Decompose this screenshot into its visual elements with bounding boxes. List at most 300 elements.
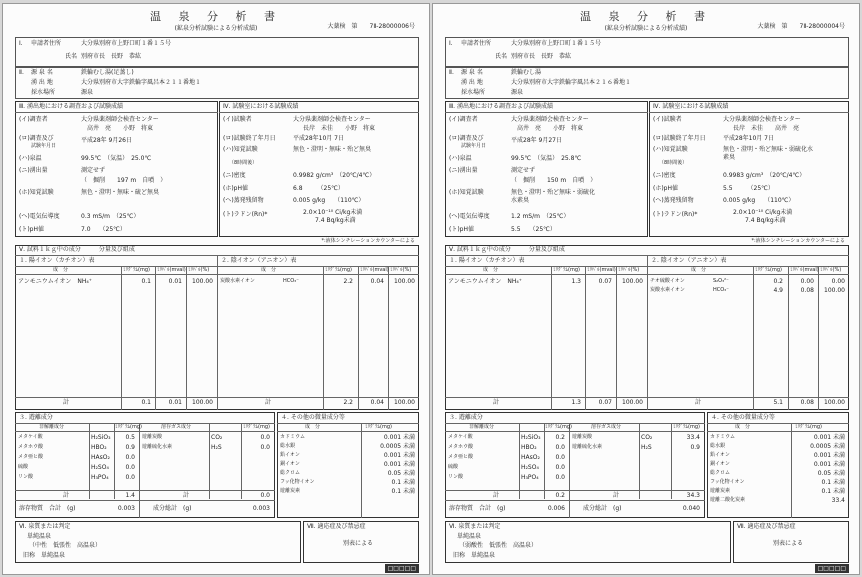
trace-component-mg: 0.05 未満 bbox=[817, 470, 845, 477]
flow-label: (ニ)湧出量 bbox=[19, 167, 48, 174]
header-mval: ﾐﾘﾊﾞﾙ(mval) bbox=[360, 267, 389, 273]
rule-line bbox=[639, 423, 640, 499]
gas-component-name: 遊離硫化水素 bbox=[572, 444, 603, 450]
trace-component-mg: 0.1 未満 bbox=[821, 488, 845, 495]
rule-line bbox=[753, 266, 754, 410]
section-heading: Ⅳ. 試験室における試験成績 bbox=[653, 103, 729, 110]
ph-lab-label: (ホ)pH値 bbox=[223, 185, 249, 192]
dissolved-total-value: 0.006 bbox=[547, 505, 565, 512]
lab-sensory-time: （8時間後） bbox=[229, 160, 258, 166]
rule-line bbox=[219, 112, 419, 113]
survey-date-label: (ロ)調査及び bbox=[19, 135, 54, 142]
rule-line bbox=[155, 266, 156, 410]
source-location-label: 湧 出 地 bbox=[461, 79, 483, 86]
source-name: 鉄輪むし湯(足蒸し) bbox=[81, 69, 134, 76]
indications-note: 別表による bbox=[773, 540, 804, 547]
source-section bbox=[445, 67, 849, 99]
rule-line bbox=[323, 266, 324, 410]
header-mg: ﾐﾘｸﾞﾗﾑ(mg) bbox=[123, 267, 150, 273]
free-component-mg: 0.0 bbox=[555, 474, 565, 481]
rule-line bbox=[647, 255, 648, 410]
anion-percent: 100.00 bbox=[824, 287, 845, 294]
free-component-formula: H₂SO₄ bbox=[521, 464, 539, 471]
trace-component-name: 鉛イオン bbox=[710, 452, 730, 458]
rule-line bbox=[616, 266, 617, 410]
rule-line bbox=[707, 431, 849, 432]
trace-component-mg: 0.1 未満 bbox=[391, 479, 415, 486]
rule-line bbox=[445, 490, 705, 491]
rule-line bbox=[186, 266, 187, 410]
grand-total-label: 成分総計 (g) bbox=[583, 505, 622, 512]
trace-component-name: 銅イオン bbox=[280, 461, 300, 467]
rule-line bbox=[569, 423, 570, 518]
survey-date: 平成28年 9月27日 bbox=[511, 137, 562, 144]
free-component-name: メタケイ酸 bbox=[448, 434, 473, 440]
section-heading: Ⅶ. 適応症及び禁忌症 bbox=[307, 523, 366, 530]
former-name: 旧称 単純温泉 bbox=[23, 552, 66, 559]
tester-names: 長岸 未佳 高井 亮 bbox=[733, 125, 800, 132]
header-mg: ﾐﾘｸﾞﾗﾑ(mg) bbox=[325, 267, 352, 273]
conductivity: 0.3 mS/m （25℃） bbox=[81, 213, 140, 220]
cation-name: アンモニウムイオン NH₄⁺ bbox=[448, 278, 522, 285]
free-component-formula: H₂SiO₃ bbox=[521, 434, 541, 441]
rule-line bbox=[544, 423, 545, 499]
sampling-place: 源泉 bbox=[81, 89, 94, 96]
test-end-date-label: (ロ)試験終了年月日 bbox=[653, 135, 706, 142]
free-component-mg: 0.0 bbox=[125, 474, 135, 481]
report-subtitle: (鉱泉分析試験による分析成績) bbox=[604, 25, 688, 32]
anion-name: 炭酸水素イオン bbox=[650, 287, 685, 293]
residue-label: (ヘ)蒸発残留物 bbox=[223, 197, 264, 204]
surveyor-org: 大分県薬剤師会検査センター bbox=[81, 116, 159, 123]
drilling-depth: （ 掘削 150 m 自噴 ） bbox=[511, 177, 597, 184]
free-component-name: 硫酸 bbox=[18, 464, 29, 470]
section-heading: Ⅴ. 試料１ｋｇ中の成分 分量及び組成 bbox=[449, 246, 565, 253]
trace-component-mg: 0.001 未満 bbox=[383, 452, 415, 459]
radon-ci: 2.0×10⁻¹⁰ Ci/kg未満 bbox=[303, 209, 363, 216]
density: 0.9983 g/cm³ （20℃/4℃） bbox=[723, 172, 806, 179]
section-heading: ４. その他の微量成分等 bbox=[281, 414, 345, 421]
source-name-label: 源 泉 名 bbox=[461, 69, 483, 76]
temperature-label: (ハ)泉温 bbox=[19, 155, 42, 162]
sampling-place-label: 採水場所 bbox=[31, 89, 56, 96]
report-left bbox=[2, 3, 430, 575]
sensory-result: 無色・澄明・無味・硫ど無臭 bbox=[81, 189, 160, 196]
header-component: 成 分 bbox=[261, 267, 277, 273]
cation-percent: 100.00 bbox=[192, 278, 213, 285]
report-title: 温 泉 分 析 書 bbox=[150, 10, 282, 23]
free-component-formula: H₂SO₄ bbox=[91, 464, 109, 471]
ph-field: 7.0 （25℃） bbox=[81, 226, 126, 233]
dissolved-total-label: 溶存物質 合計 (g) bbox=[19, 505, 76, 512]
sensory-label: (ホ)知覚試験 bbox=[19, 189, 54, 196]
flow-value: 測定せず bbox=[81, 167, 106, 174]
trace-component-mg: 0.1 未満 bbox=[391, 488, 415, 495]
cation-total-mval: 0.07 bbox=[598, 399, 612, 406]
free-component-formula: HAsO₂ bbox=[521, 454, 540, 461]
free-component-name: メタ亜ヒ酸 bbox=[448, 454, 474, 460]
ph-field: 5.5 （25℃） bbox=[511, 226, 556, 233]
source-name-label: 源 泉 名 bbox=[31, 69, 53, 76]
ph-field-label: (ト)pH値 bbox=[19, 226, 45, 233]
trace-component-mg: 0.0005 未満 bbox=[810, 443, 845, 450]
source-location-label: 湧 出 地 bbox=[31, 79, 53, 86]
rule-line bbox=[217, 255, 218, 410]
stamp-mark: □□□□□ bbox=[385, 564, 419, 573]
anion-mg: 4.9 bbox=[773, 287, 783, 294]
free-component-formula: HBO₂ bbox=[91, 444, 107, 451]
rule-line bbox=[788, 266, 789, 410]
anion-total-mval: 0.08 bbox=[800, 399, 814, 406]
radon-bq: 7.4 Bq/kg未満 bbox=[315, 217, 356, 224]
gas-component-name: 遊離炭酸 bbox=[142, 434, 163, 440]
temperature: 99.5℃ （気温） 25.8℃ bbox=[511, 155, 582, 162]
header-mval-percent: ﾐﾘﾊﾞﾙ(%) bbox=[390, 267, 412, 273]
source-section bbox=[15, 67, 419, 99]
anion-total-percent: 100.00 bbox=[394, 399, 415, 406]
header-mg: ﾐﾘｸﾞﾗﾑ(mg) bbox=[795, 424, 822, 430]
surveyor-names: 高井 亮 小野 将東 bbox=[87, 125, 154, 132]
measurement-note: *:液体シンチレーションカウンターによる bbox=[321, 238, 415, 244]
gas-total-value: 0.0 bbox=[260, 492, 270, 499]
lab-sensory-label: (ハ)知覚試験 bbox=[223, 146, 258, 153]
grand-total-value: 0.040 bbox=[682, 505, 700, 512]
trace-component-name: 銅イオン bbox=[710, 461, 730, 467]
tester-org: 大分県薬剤師会検査センター bbox=[723, 116, 801, 123]
applicant-address-label: 申請者住所 bbox=[461, 40, 492, 47]
anion-total-label: 計 bbox=[265, 399, 272, 406]
free-component-name: 硫酸 bbox=[448, 464, 459, 470]
header-dissolved-gas: 溶存ガス成分 bbox=[161, 424, 192, 430]
anion-percent: 100.00 bbox=[394, 278, 415, 285]
applicant-address-label: 申請者住所 bbox=[31, 40, 62, 47]
anion-total-percent: 100.00 bbox=[824, 399, 845, 406]
source-location: 大分県別府市大字鉄輪字風呂本２１１番地１ bbox=[81, 79, 202, 86]
trace-component-name: 総クロム bbox=[710, 470, 731, 476]
tester-names: 長岸 未佳 小野 将東 bbox=[303, 125, 376, 132]
grand-total-label: 成分総計 (g) bbox=[153, 505, 192, 512]
surveyor-org: 大分県薬剤師会検査センター bbox=[511, 116, 589, 123]
cation-total-mval: 0.01 bbox=[168, 399, 182, 406]
document-number: 大薬検 第 7Ⅱ-28000004号 bbox=[757, 23, 845, 30]
free-component-mg: 0.0 bbox=[125, 464, 135, 471]
rule-line bbox=[277, 423, 419, 424]
stamp-mark: □□□□□ bbox=[815, 564, 849, 573]
gas-component-formula: CO₂ bbox=[211, 434, 223, 441]
header-mg: ﾐﾘｸﾞﾗﾑ(mg) bbox=[755, 267, 782, 273]
cation-table-title: １. 陽イオン（カチオン）表 bbox=[19, 257, 95, 264]
trace-component-mg: 0.1 未満 bbox=[821, 479, 845, 486]
header-mval-percent: ﾐﾘﾊﾞﾙ(%) bbox=[618, 267, 640, 273]
anion-mval: 0.00 bbox=[800, 278, 814, 285]
trace-component-mg: 33.4 bbox=[831, 497, 845, 504]
ph-lab: 6.8 （25℃） bbox=[293, 185, 344, 192]
test-end-date-label: (ロ)試験終了年月日 bbox=[223, 135, 276, 142]
cation-total-percent: 100.00 bbox=[622, 399, 643, 406]
free-component-mg: 0.9 bbox=[125, 444, 135, 451]
applicant-name-label: 氏名 bbox=[495, 53, 508, 60]
anion-name: チオ硫酸イオン bbox=[650, 278, 685, 284]
gas-component-mg: 0.0 bbox=[260, 434, 270, 441]
ph-lab: 5.5 （25℃） bbox=[723, 185, 774, 192]
applicant-name-label: 氏名 bbox=[65, 53, 78, 60]
cation-total-mg: 0.1 bbox=[141, 399, 151, 406]
source-location: 大分県別府市大字鉄輪字風呂本２１６番地１ bbox=[511, 79, 632, 86]
gas-component-formula: H₂S bbox=[211, 444, 222, 451]
tester-label: (イ)試験者 bbox=[223, 116, 252, 123]
cation-total-mg: 1.3 bbox=[571, 399, 581, 406]
free-component-mg: 0.0 bbox=[555, 444, 565, 451]
rule-line bbox=[277, 431, 419, 432]
free-component-formula: HAsO₂ bbox=[91, 454, 110, 461]
rule-line bbox=[445, 112, 648, 113]
radon-label: (ト)ラドン(Rn)* bbox=[653, 211, 698, 218]
conductivity-label: (ヘ)電気伝導度 bbox=[449, 213, 490, 220]
rule-line bbox=[358, 266, 359, 410]
evaporation-residue: 0.005 g/kg （110℃） bbox=[723, 197, 795, 204]
header-component: 成 分 bbox=[691, 267, 707, 273]
radon-label: (ト)ラドン(Rn)* bbox=[223, 211, 268, 218]
trace-component-name: フッ化物イオン bbox=[280, 479, 315, 485]
gas-component-mg: 0.9 bbox=[690, 444, 700, 451]
anion-table-title: ２. 陰イオン（アニオン）表 bbox=[651, 257, 727, 264]
anion-formula: HCO₃⁻ bbox=[283, 278, 299, 284]
section-number: Ⅱ. bbox=[19, 69, 24, 76]
trace-component-name: カドミウム bbox=[280, 434, 305, 440]
free-component-name: メタケイ酸 bbox=[18, 434, 43, 440]
rule-line bbox=[241, 423, 242, 499]
surveyor-label: (イ)調査者 bbox=[19, 116, 48, 123]
gas-total-label: 計 bbox=[183, 492, 190, 499]
sampling-place-label: 採水場所 bbox=[461, 89, 486, 96]
header-dissolved-gas: 溶存ガス成分 bbox=[591, 424, 622, 430]
spring-classification: （弱酸性 低張性 高温泉） bbox=[459, 542, 538, 549]
anion-mg: 0.2 bbox=[773, 278, 783, 285]
trace-component-name: 遊離二酸化炭素 bbox=[710, 497, 746, 503]
gas-component-mg: 33.4 bbox=[686, 434, 700, 441]
rule-line bbox=[121, 266, 122, 410]
gas-component-formula: H₂S bbox=[641, 444, 652, 451]
indications-note: 別表による bbox=[343, 540, 374, 547]
spring-classification: （中性 低張性 高温泉） bbox=[29, 542, 102, 549]
evaporation-residue: 0.005 g/kg （110℃） bbox=[293, 197, 365, 204]
anion-mg: 2.2 bbox=[343, 278, 353, 285]
trace-component-name: フッ化物イオン bbox=[710, 479, 745, 485]
trace-component-mg: 0.0005 未満 bbox=[380, 443, 415, 450]
sensory-result-2: 水素臭 bbox=[511, 197, 530, 204]
rule-line bbox=[445, 431, 705, 432]
rule-line bbox=[551, 266, 552, 410]
free-component-name: リン酸 bbox=[448, 474, 464, 480]
gas-total-label: 計 bbox=[613, 492, 620, 499]
section-heading: ３. 遊離成分 bbox=[19, 414, 53, 421]
applicant-section bbox=[445, 37, 849, 67]
trace-component-mg: 0.001 未満 bbox=[383, 461, 415, 468]
section-heading: Ⅲ. 湧出地における調査および試験成績 bbox=[19, 103, 123, 110]
free-component-formula: H₃PO₄ bbox=[521, 474, 539, 481]
test-end-date: 平成28年10月 7日 bbox=[723, 135, 774, 142]
trace-component-name: 総クロム bbox=[280, 470, 301, 476]
section-heading: ４. その他の微量成分等 bbox=[711, 414, 775, 421]
trace-component-mg: 0.001 未満 bbox=[383, 434, 415, 441]
anion-mval: 0.04 bbox=[370, 278, 384, 285]
rule-line bbox=[519, 423, 520, 499]
rule-line bbox=[791, 423, 792, 518]
header-mg: ﾐﾘｸﾞﾗﾑ(mg) bbox=[365, 424, 392, 430]
trace-component-mg: 0.001 未満 bbox=[813, 452, 845, 459]
applicant-name: 別府市長 長野 恭紘 bbox=[81, 53, 142, 60]
trace-component-name: 鉛イオン bbox=[280, 452, 300, 458]
dissolved-total-value: 0.003 bbox=[117, 505, 135, 512]
cation-mg: 1.3 bbox=[571, 278, 581, 285]
flow-value: 測定せず bbox=[511, 167, 536, 174]
header-mval-percent: ﾐﾘﾊﾞﾙ(%) bbox=[188, 267, 210, 273]
density-label: (ニ)密度 bbox=[653, 172, 676, 179]
tester-org: 大分県薬剤師会検査センター bbox=[293, 116, 371, 123]
lab-sensory-time: （8時間後） bbox=[659, 160, 688, 166]
header-non-dissociated: 非解離成分 bbox=[39, 424, 65, 430]
header-mval: ﾐﾘﾊﾞﾙ(mval) bbox=[157, 267, 186, 273]
cation-total-label: 計 bbox=[493, 399, 500, 406]
rule-line bbox=[15, 490, 275, 491]
trace-component-name: カドミウム bbox=[710, 434, 735, 440]
trace-component-mg: 0.001 未満 bbox=[813, 461, 845, 468]
free-component-mg: 0.2 bbox=[555, 434, 565, 441]
anion-formula: HCO₃⁻ bbox=[713, 287, 729, 293]
header-mg: ﾐﾘｸﾞﾗﾑ(mg) bbox=[243, 424, 270, 430]
cation-mval: 0.07 bbox=[598, 278, 612, 285]
anion-formula: S₂O₃²⁻ bbox=[713, 278, 729, 284]
free-component-formula: H₂SiO₃ bbox=[91, 434, 111, 441]
rule-line bbox=[388, 266, 389, 410]
spring-quality: 単純温泉 bbox=[27, 533, 52, 540]
cation-total-label: 計 bbox=[63, 399, 70, 406]
rule-line bbox=[649, 112, 849, 113]
residue-label: (ヘ)蒸発残留物 bbox=[653, 197, 694, 204]
free-component-mg: 0.0 bbox=[555, 454, 565, 461]
ph-field-label: (ト)pH値 bbox=[449, 226, 475, 233]
header-mg: ﾐﾘｸﾞﾗﾑ(mg) bbox=[553, 267, 580, 273]
header-mg: ﾐﾘｸﾞﾗﾑ(mg) bbox=[673, 424, 700, 430]
gas-component-formula: CO₂ bbox=[641, 434, 653, 441]
cation-total-percent: 100.00 bbox=[192, 399, 213, 406]
dissolved-total-label: 溶存物質 合計 (g) bbox=[449, 505, 506, 512]
section-heading: Ⅳ. 試験室における試験成績 bbox=[223, 103, 299, 110]
section-number: Ⅱ. bbox=[449, 69, 454, 76]
header-mval: ﾐﾘﾊﾞﾙ(mval) bbox=[587, 267, 616, 273]
anion-percent: 0.00 bbox=[831, 278, 845, 285]
flow-label: (ニ)湧出量 bbox=[449, 167, 478, 174]
rule-line bbox=[15, 500, 275, 501]
free-component-name: メタ亜ヒ酸 bbox=[18, 454, 44, 460]
free-component-name: リン酸 bbox=[18, 474, 34, 480]
trace-component-mg: 0.05 未満 bbox=[387, 470, 415, 477]
free-total-label: 計 bbox=[493, 492, 500, 499]
header-component: 成 分 bbox=[483, 267, 499, 273]
conductivity: 1.2 mS/m （25℃） bbox=[511, 213, 570, 220]
header-component: 成 分 bbox=[305, 424, 321, 430]
rule-line bbox=[585, 266, 586, 410]
surveyor-label: (イ)調査者 bbox=[449, 116, 478, 123]
section-heading: Ⅵ. 泉質または判定 bbox=[449, 523, 501, 530]
conductivity-label: (ヘ)電気伝導度 bbox=[19, 213, 60, 220]
ph-lab-label: (ホ)pH値 bbox=[653, 185, 679, 192]
free-total-value: 1.4 bbox=[125, 492, 135, 499]
header-non-dissociated: 非解離成分 bbox=[469, 424, 495, 430]
applicant-address: 大分県別府市上野口町１番１５号 bbox=[81, 40, 172, 47]
header-mg: ﾐﾘｸﾞﾗﾑ(mg) bbox=[115, 424, 142, 430]
cation-mval: 0.01 bbox=[168, 278, 182, 285]
gas-component-name: 遊離硫化水素 bbox=[142, 444, 173, 450]
radon-ci: 2.0×10⁻¹⁰ Ci/kg未満 bbox=[733, 209, 793, 216]
section-number: Ⅰ. bbox=[19, 40, 23, 47]
rule-line bbox=[89, 423, 90, 499]
free-component-formula: HBO₂ bbox=[521, 444, 537, 451]
section-heading: Ⅵ. 泉質または判定 bbox=[19, 523, 71, 530]
sampling-place: 源泉 bbox=[511, 89, 524, 96]
header-mg: ﾐﾘｸﾞﾗﾑ(mg) bbox=[545, 424, 572, 430]
document-number: 大薬検 第 7Ⅱ-28000006号 bbox=[327, 23, 415, 30]
applicant-section bbox=[15, 37, 419, 67]
report-right bbox=[432, 3, 860, 575]
applicant-name: 別府市長 長野 恭紘 bbox=[511, 53, 572, 60]
header-component: 成 分 bbox=[735, 424, 751, 430]
header-component: 成 分 bbox=[53, 267, 69, 273]
free-component-mg: 0.0 bbox=[555, 464, 565, 471]
gas-component-name: 遊離炭酸 bbox=[572, 434, 593, 440]
rule-line bbox=[139, 423, 140, 518]
former-name: 旧称 単純温泉 bbox=[453, 552, 496, 559]
free-component-mg: 0.0 bbox=[125, 454, 135, 461]
rule-line bbox=[15, 397, 419, 398]
header-mval: ﾐﾘﾊﾞﾙ(mval) bbox=[790, 267, 819, 273]
cation-name: アンモニウムイオン NH₄⁺ bbox=[18, 278, 92, 285]
cation-mg: 0.1 bbox=[141, 278, 151, 285]
lab-sensory-label: (ハ)知覚試験 bbox=[653, 146, 688, 153]
trace-component-name: 遊離炭素 bbox=[280, 488, 301, 494]
temperature-label: (ハ)泉温 bbox=[449, 155, 472, 162]
spring-quality: 単純温泉 bbox=[457, 533, 482, 540]
lab-sensory: 無色・澄明・殆ど無味・弱硫化水 bbox=[723, 146, 814, 153]
trace-component-name: 遊離炭素 bbox=[710, 488, 731, 494]
temperature: 99.5℃ （気温） 25.0℃ bbox=[81, 155, 152, 162]
free-component-mg: 0.5 bbox=[125, 434, 135, 441]
survey-date-label-2: 試験年月日 bbox=[31, 143, 57, 149]
section-number: Ⅰ. bbox=[449, 40, 453, 47]
applicant-address: 大分県別府市上野口町１番１５号 bbox=[511, 40, 602, 47]
free-total-label: 計 bbox=[63, 492, 70, 499]
anion-table-title: ２. 陰イオン（アニオン）表 bbox=[221, 257, 297, 264]
rule-line bbox=[671, 423, 672, 499]
rule-line bbox=[15, 431, 275, 432]
radon-bq: 7.4 Bq/kg未満 bbox=[745, 217, 786, 224]
anion-total-mg: 5.1 bbox=[773, 399, 783, 406]
grand-total-value: 0.003 bbox=[252, 505, 270, 512]
sensory-label: (ホ)知覚試験 bbox=[449, 189, 484, 196]
rule-line bbox=[445, 397, 849, 398]
rule-line bbox=[818, 266, 819, 410]
section-heading: Ⅲ. 湧出地における調査および試験成績 bbox=[449, 103, 553, 110]
cation-table-title: １. 陽イオン（カチオン）表 bbox=[449, 257, 525, 264]
survey-date-label: (ロ)調査及び bbox=[449, 135, 484, 142]
density: 0.9982 g/cm³ （20℃/4℃） bbox=[293, 172, 376, 179]
section-heading: Ⅴ. 試料１ｋｇ中の成分 分量及び組成 bbox=[19, 246, 135, 253]
section-heading: ３. 遊離成分 bbox=[449, 414, 483, 421]
anion-mval: 0.08 bbox=[800, 287, 814, 294]
gas-total-value: 34.3 bbox=[686, 492, 700, 499]
sensory-result: 無色・澄明・殆ど無味・弱硫化 bbox=[511, 189, 596, 196]
cation-percent: 100.00 bbox=[622, 278, 643, 285]
